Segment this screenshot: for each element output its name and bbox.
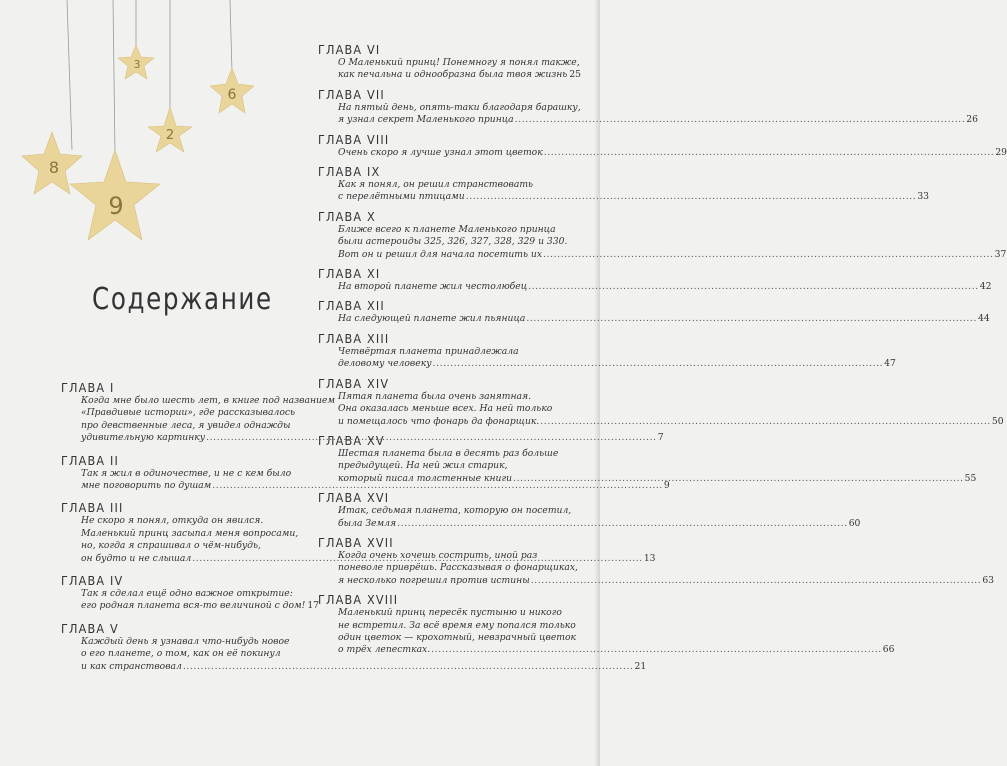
description-text: и помещалось что фонарь да фонарщик. (338, 415, 540, 427)
dot-leader (431, 644, 882, 656)
page-title: Содержание (92, 282, 273, 317)
description-text: я несколько погрешил против истины (338, 574, 530, 586)
page-number: 9 (663, 480, 670, 492)
dot-leader (543, 249, 994, 261)
chapter-label: ГЛАВА XVIII (318, 592, 399, 608)
chapter-description (61, 588, 320, 613)
toc-entry (318, 208, 1007, 261)
description-line (338, 574, 995, 587)
dot-leader (531, 575, 982, 587)
chapter-description (318, 447, 977, 485)
description-line: «Правдивые истории», где рассказывалось (81, 407, 296, 419)
dot-leader (528, 281, 979, 293)
description-line: но, когда я спрашивал о чём-нибудь, (81, 540, 261, 552)
dot-leader (433, 358, 884, 370)
page-number: 66 (882, 644, 895, 656)
description-line: Так я сделал ещё одно важное открытие: (81, 588, 293, 600)
page-number: 50 (991, 415, 1004, 427)
toc-entry (318, 375, 1004, 428)
toc-entry (318, 490, 861, 530)
description-line (81, 480, 670, 492)
chapter-description (318, 223, 1007, 261)
description-text: как печальна и однообразна была твоя жизнь (338, 69, 568, 81)
description-line (81, 600, 320, 612)
chapter-label: ГЛАВА VII (318, 86, 385, 102)
description-line: поневоле приврёшь. Рассказывая о фонарщиках, (338, 562, 578, 574)
description-text: его родная планета вся-то величиной с дом! (81, 600, 306, 612)
chapter-description (318, 390, 1004, 428)
chapter-description (318, 146, 1007, 159)
description-text: деловому человеку (338, 358, 432, 370)
chapter-label: ГЛАВА XV (318, 432, 385, 448)
description-line: один цветок — крохотный, невзрачный цветок (338, 631, 577, 643)
chapter-label: ГЛАВА VI (318, 42, 381, 57)
description-line: Пятая планета была очень занятная. (338, 390, 531, 402)
description-line (338, 146, 1007, 159)
description-text: Вот он и решил для начала посетить их (338, 248, 543, 260)
description-line (338, 644, 895, 656)
description-text: была Земля (338, 517, 397, 529)
description-line: Она оказалась меньше всех. На ней только (338, 403, 553, 415)
dot-leader (397, 518, 848, 530)
description-line: Так я жил в одиночестве, и не с кем было (81, 467, 292, 479)
chapter-label: ГЛАВА XI (318, 266, 381, 282)
description-line (338, 415, 1004, 428)
description-line: Когда очень хочешь сострить, иной раз (338, 549, 538, 561)
description-line: про девственные леса, я увидел однажды (81, 419, 291, 431)
description-line (81, 660, 647, 673)
chapter-label: ГЛАВА X (318, 208, 376, 224)
toc-entry (318, 298, 990, 325)
description-line: Шестая планета была в десять раз больше (338, 447, 559, 459)
description-text: На следующей планете жил пьяница (338, 313, 526, 325)
description-text: Очень скоро я лучше узнал этот цветок (338, 146, 543, 158)
toc-entry (318, 131, 1007, 159)
page-number: 17 (307, 600, 320, 612)
description-text: удивительную картинку (81, 432, 206, 444)
star-number-8: 8 (48, 158, 60, 177)
toc-entry (318, 86, 978, 127)
chapter-description (318, 313, 990, 325)
page-number: 44 (977, 313, 990, 325)
page-number: 29 (995, 146, 1007, 158)
chapter-description (318, 505, 861, 530)
dot-leader (526, 313, 977, 325)
page-number: 25 (569, 69, 582, 81)
chapter-label: ГЛАВА XVII (318, 534, 394, 550)
chapter-description (318, 179, 930, 204)
dot-leader (544, 147, 995, 159)
chapter-label: ГЛАВА V (61, 620, 119, 636)
description-line: Ближе всего к планете Маленького принца (338, 223, 556, 235)
toc-entry (318, 330, 896, 371)
page-number: 13 (643, 552, 656, 564)
description-line (338, 313, 990, 325)
star-number-3: 3 (133, 58, 141, 71)
star-number-9: 9 (108, 192, 124, 220)
description-line: Каждый день я узнавал что-нибудь новое (81, 635, 290, 647)
toc-entry (61, 573, 320, 613)
description-text: с перелётными птицами (338, 191, 465, 203)
description-line: Маленький принц пересёк пустыню и никого (338, 607, 562, 619)
hanging-stars-illustration (0, 0, 300, 280)
page-number: 55 (964, 472, 977, 484)
description-line (338, 114, 978, 126)
star-number-6: 6 (227, 87, 237, 103)
dot-leader (183, 661, 634, 673)
description-line (338, 517, 861, 530)
chapter-label: ГЛАВА XII (318, 298, 385, 314)
description-line (338, 281, 992, 293)
page-number: 47 (884, 358, 896, 370)
description-line: предыдущей. На ней жил старик, (338, 460, 508, 472)
description-line: Как я понял, он решил странствовать (338, 179, 534, 191)
dot-leader (513, 473, 964, 485)
chapter-label: ГЛАВА IV (61, 573, 124, 589)
chapter-label: ГЛАВА VIII (318, 131, 390, 147)
description-text: о трёх лепестках. (338, 644, 431, 656)
description-line: О Маленький принц! Понемногу я понял также, (338, 57, 580, 68)
toc-entry (318, 266, 992, 293)
page-number: 21 (634, 660, 647, 672)
chapter-description (318, 607, 895, 657)
star-number-2: 2 (165, 128, 175, 143)
page-number: 42 (979, 281, 992, 293)
chapter-label: ГЛАВА XVI (318, 490, 390, 506)
description-line: Итак, седьмая планета, которую он посетил, (338, 505, 572, 517)
description-line (338, 69, 582, 81)
description-line: Не скоро я понял, откуда он явился. (81, 515, 264, 527)
chapter-description (318, 345, 896, 371)
page-number: 33 (917, 191, 930, 203)
description-line (338, 191, 930, 203)
chapter-label: ГЛАВА XIII (318, 330, 390, 346)
page-number: 26 (966, 114, 978, 126)
toc-entry (318, 432, 977, 485)
chapter-label: ГЛАВА IX (318, 164, 381, 180)
description-text: и как странствовал (81, 660, 182, 672)
chapter-label: ГЛАВА XIV (318, 375, 390, 391)
page-number: 7 (657, 432, 664, 444)
description-line: Когда мне было шесть лет, в книге под названием (81, 395, 335, 406)
description-text: я узнал секрет Маленького принца (338, 114, 514, 126)
description-line: о его планете, о том, как он её покинул (81, 648, 281, 660)
toc-entry (318, 42, 582, 82)
description-line: не встретил. За всё время ему попался только (338, 619, 576, 631)
chapter-label: ГЛАВА III (61, 500, 124, 516)
dot-leader (540, 416, 991, 428)
page-number: 63 (982, 574, 995, 586)
toc-entry (318, 164, 930, 204)
description-line (338, 248, 1007, 261)
description-line (338, 358, 896, 370)
dot-leader (515, 114, 966, 126)
description-line: На пятый день, опять-таки благодаря барашку, (338, 101, 581, 113)
description-line (338, 472, 977, 485)
chapter-label: ГЛАВА I (61, 380, 115, 395)
description-text: он будто и не слышал (81, 552, 192, 564)
toc-entry (318, 592, 895, 657)
chapter-description (318, 57, 582, 82)
description-text: который писал толстенные книги (338, 472, 513, 484)
description-text: На второй планете жил честолюбец (338, 281, 528, 293)
description-line: были астероиды 325, 326, 327, 328, 329 и 330. (338, 236, 568, 248)
chapter-description (318, 281, 992, 293)
description-line: Маленький принц засыпал меня вопросами, (81, 527, 299, 539)
page-number: 37 (994, 248, 1007, 260)
dot-leader (466, 191, 917, 203)
page-number: 60 (848, 517, 861, 529)
chapter-label: ГЛАВА II (61, 452, 120, 468)
description-text: мне поговорить по душам (81, 480, 212, 492)
description-line: Четвёртая планета принадлежала (338, 345, 519, 357)
chapter-description (318, 101, 978, 127)
